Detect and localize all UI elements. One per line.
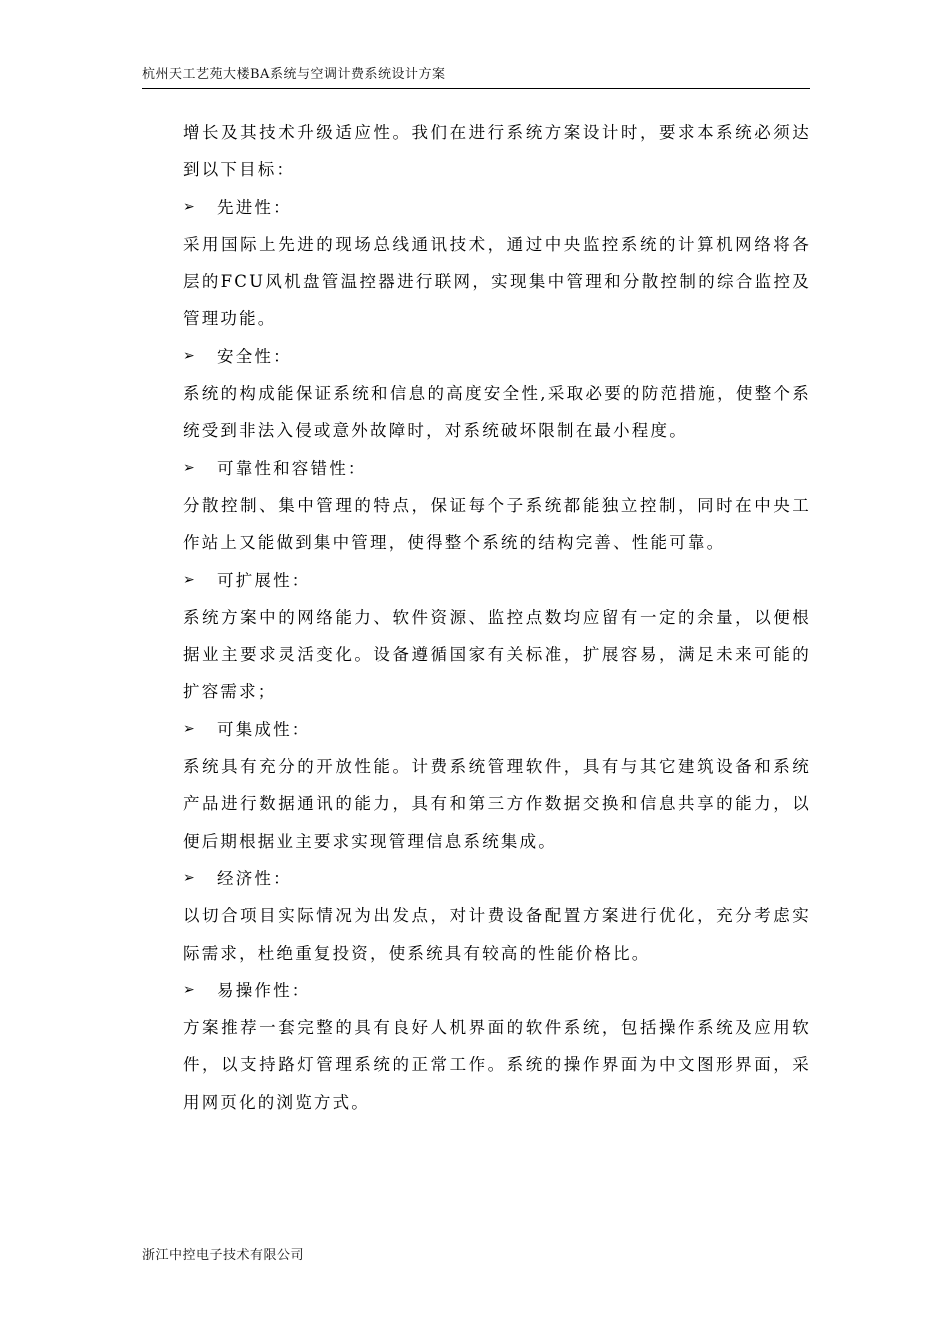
goal-paragraph-integration: 系统具有充分的开放性能。计费系统管理软件，具有与其它建筑设备和系统产品进行数据通讯的能力，具有和第三方作数据交换和信息共享的能力，以便后期根据业主要求实现管理信息系统集成。 [183,757,811,851]
goal-heading-label: 先进性： [217,197,292,217]
document-body [183,114,811,1121]
document-footer-company: 浙江中控电子技术有限公司 [142,1248,305,1263]
goal-heading-integration [183,711,811,748]
goal-heading-reliability [183,450,811,487]
arrow-bullet-icon: ➢ [183,459,195,476]
goal-heading-label: 可靠性和容错性： [217,458,367,478]
goal-paragraph-usability: 方案推荐一套完整的具有良好人机界面的软件系统，包括操作系统及应用软件，以支持路灯管理系统的正常工作。系统的操作界面为中文图形界面，采用网页化的浏览方式。 [183,1018,811,1112]
header-divider [142,88,810,89]
arrow-bullet-icon: ➢ [183,981,195,998]
goal-heading-economy [183,860,811,897]
goal-heading-label: 经济性： [217,868,292,888]
goal-paragraph-security: 系统的构成能保证系统和信息的高度安全性,采取必要的防范措施，使整个系统受到非法入侵或意外故障时，对系统破坏限制在最小程度。 [183,384,811,441]
goal-paragraph-economy: 以切合项目实际情况为出发点，对计费设备配置方案进行优化，充分考虑实际需求，杜绝重复投资，使系统具有较高的性能价格比。 [183,906,811,963]
goal-heading-scalability [183,562,811,599]
document-header-title: 杭州天工艺苑大楼BA系统与空调计费系统设计方案 [142,67,446,82]
arrow-bullet-icon: ➢ [183,198,195,215]
goal-heading-label: 易操作性： [217,980,311,1000]
arrow-bullet-icon: ➢ [183,347,195,364]
goal-heading-usability [183,972,811,1009]
intro-paragraph: 增长及其技术升级适应性。我们在进行系统方案设计时，要求本系统必须达到以下目标： [183,123,811,180]
goal-heading-security [183,338,811,375]
goal-paragraph-scalability: 系统方案中的网络能力、软件资源、监控点数均应留有一定的余量，以便根据业主要求灵活变化。设备遵循国家有关标准，扩展容易，满足未来可能的扩容需求； [183,607,811,702]
arrow-bullet-icon: ➢ [183,869,195,886]
arrow-bullet-icon: ➢ [183,720,195,737]
goal-heading-label: 可集成性： [217,719,311,739]
arrow-bullet-icon: ➢ [183,571,195,588]
goal-heading-label: 安全性： [217,346,292,366]
goal-heading-advanced [183,189,811,226]
goal-paragraph-reliability: 分散控制、集中管理的特点，保证每个子系统都能独立控制，同时在中央工作站上又能做到集中管理，使得整个系统的结构完善、性能可靠。 [183,495,811,553]
goal-heading-label: 可扩展性： [217,570,311,590]
goal-paragraph-advanced: 采用国际上先进的现场总线通讯技术，通过中央监控系统的计算机网络将各层的FCU风机盘管温控器进行联网，实现集中管理和分散控制的综合监控及管理功能。 [183,234,811,329]
